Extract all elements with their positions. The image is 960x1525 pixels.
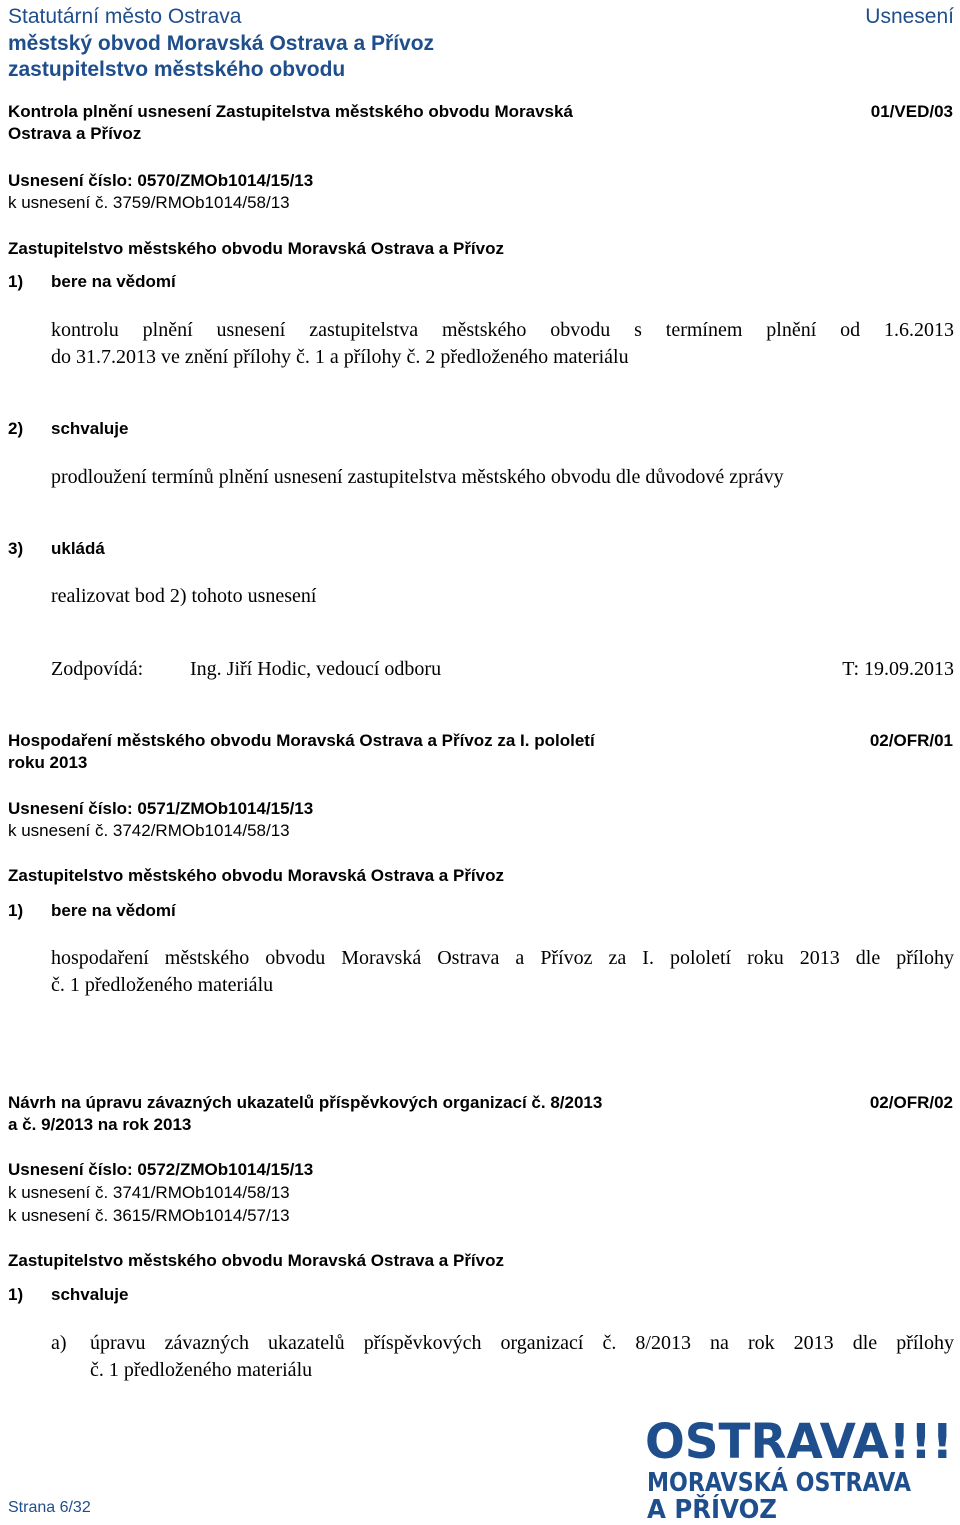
item-number: 1) [8, 901, 24, 920]
resolution-reference: k usnesení č. 3615/RMOb1014/57/13 [8, 1206, 290, 1225]
item-number: 1) [8, 1285, 24, 1304]
item-text: kontrolu plnění usnesení zastupitelstva městského obvodu s termínem plnění od 1.6.2013 [51, 319, 954, 341]
assembly-name: Zastupitelstvo městského obvodu Moravská Ostrava a Přívoz [8, 239, 504, 258]
item-text: úpravu závazných ukazatelů příspěvkových organizací č. 8/2013 na rok 2013 dle přílohy [90, 1332, 954, 1354]
section-title: roku 2013 [8, 753, 88, 772]
item-verb: bere na vědomí [51, 901, 176, 920]
resolution-number: Usnesení číslo: 0570/ZMOb1014/15/13 [8, 171, 314, 190]
item-text: prodloužení termínů plnění usnesení zastupitelstva městského obvodu dle důvodové zprávy [51, 466, 784, 488]
resolution-reference: k usnesení č. 3741/RMOb1014/58/13 [8, 1183, 290, 1202]
header-body: zastupitelstvo městského obvodu [8, 58, 346, 81]
resolution-reference: k usnesení č. 3742/RMOb1014/58/13 [8, 821, 290, 840]
responsible-label: Zodpovídá: [51, 658, 144, 680]
ostrava-logo [643, 1408, 955, 1520]
logo-text-area: A PŘÍVOZ [647, 1495, 786, 1520]
header-district: městský obvod Moravská Ostrava a Přívoz [8, 32, 435, 55]
item-number: 2) [8, 419, 24, 438]
resolution-number: Usnesení číslo: 0571/ZMOb1014/15/13 [8, 799, 314, 818]
item-text: č. 1 předloženého materiálu [51, 974, 274, 996]
section-title: Návrh na úpravu závazných ukazatelů příspěvkových organizací č. 8/2013 [8, 1093, 603, 1112]
section-code: 02/OFR/01 [869, 731, 953, 750]
responsible-person: Ing. Jiří Hodic, vedoucí odboru [190, 658, 442, 680]
item-verb: ukládá [51, 539, 105, 558]
item-text: realizovat bod 2) tohoto usnesení [51, 585, 317, 607]
item-verb: schvaluje [51, 419, 129, 438]
deadline: T: 19.09.2013 [842, 658, 954, 680]
section-code: 02/OFR/02 [869, 1093, 953, 1112]
header-doc-type: Usnesení [865, 5, 954, 28]
page-number: Strana 6/32 [8, 1499, 91, 1516]
section-code: 01/VED/03 [870, 102, 953, 121]
assembly-name: Zastupitelstvo městského obvodu Moravská Ostrava a Přívoz [8, 866, 504, 885]
section-title: Ostrava a Přívoz [8, 124, 142, 143]
resolution-number: Usnesení číslo: 0572/ZMOb1014/15/13 [8, 1160, 314, 1179]
section-title: Kontrola plnění usnesení Zastupitelstva městského obvodu Moravská [8, 102, 573, 121]
section-title: Hospodaření městského obvodu Moravská Ostrava a Přívoz za I. pololetí [8, 731, 595, 750]
item-verb: bere na vědomí [51, 272, 176, 291]
resolution-reference: k usnesení č. 3759/RMOb1014/58/13 [8, 193, 290, 212]
logo-text-main: OSTRAVA!!! [645, 1414, 953, 1470]
item-number: 3) [8, 539, 24, 558]
item-verb: schvaluje [51, 1285, 129, 1304]
assembly-name: Zastupitelstvo městského obvodu Moravská Ostrava a Přívoz [8, 1251, 504, 1270]
logo-graphic [643, 1408, 955, 1520]
sub-item-letter: a) [51, 1332, 67, 1354]
item-number: 1) [8, 272, 24, 291]
item-text: do 31.7.2013 ve znění přílohy č. 1 a přílohy č. 2 předloženého materiálu [51, 346, 629, 368]
item-text: hospodaření městského obvodu Moravská Ostrava a Přívoz za I. pololetí roku 2013 dle přílohy [51, 947, 954, 969]
item-text: č. 1 předloženého materiálu [90, 1359, 313, 1381]
header-city: Statutární město Ostrava [8, 5, 242, 28]
logo-text-district: MORAVSKÁ OSTRAVA [647, 1468, 955, 1498]
section-title: a č. 9/2013 na rok 2013 [8, 1115, 192, 1134]
